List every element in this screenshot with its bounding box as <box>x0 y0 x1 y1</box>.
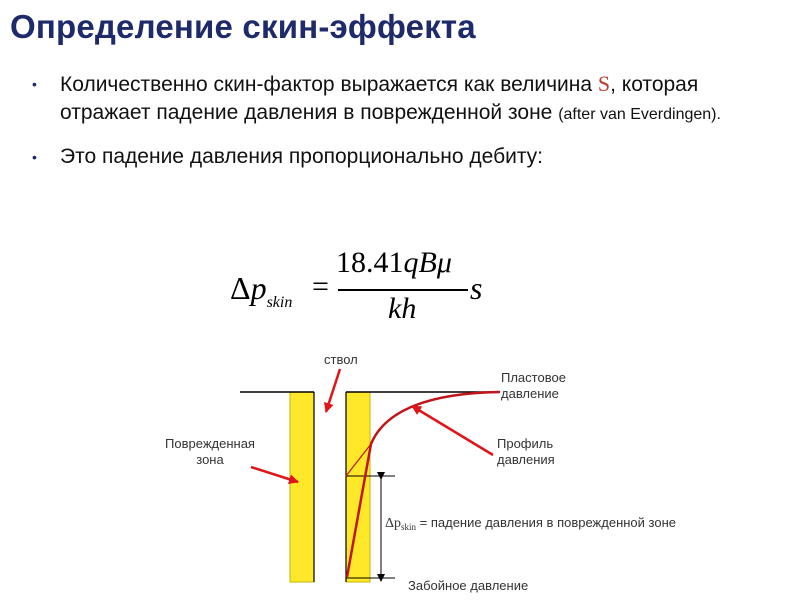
bullet-marker: • <box>32 76 37 92</box>
delta-symbol: Δ <box>230 270 251 306</box>
pressure-profile-label <box>497 436 555 468</box>
wellbore-label: ствол <box>324 352 358 367</box>
bullet-text: Количественно скин-фактор выражается как величина <box>60 73 598 96</box>
dp-symbol: Δp <box>385 516 402 531</box>
citation: (after van Everdingen). <box>558 106 721 123</box>
bottomhole-pressure-label: Забойное давление <box>408 578 529 593</box>
numerator-variables: qBμ <box>403 246 452 279</box>
equals-sign: = <box>312 270 329 303</box>
formula-denominator: kh <box>388 292 417 325</box>
pressure-symbol: p <box>250 270 267 306</box>
damaged-zone-left <box>290 392 314 582</box>
damaged-zone-right <box>346 392 370 582</box>
profile-label-line2: давления <box>497 452 555 467</box>
formula-subscript: skin <box>266 294 293 311</box>
profile-arrow <box>412 406 493 455</box>
bullet-text: Это падение давления пропорционально дебиту: <box>60 145 544 168</box>
damaged-zone-label-line1: Поврежденная <box>165 436 255 451</box>
numerator-constant: 18.41 <box>336 246 404 279</box>
page-title: Определение скин-эффекта <box>10 8 476 45</box>
damaged-zone-label-line2: зона <box>196 452 224 467</box>
reservoir-pressure-label <box>501 370 566 402</box>
bullet-marker: • <box>32 149 37 165</box>
damaged-zone-label <box>150 436 270 468</box>
reservoir-pressure-line1: Пластовое <box>501 370 566 385</box>
skin-factor-symbol: s <box>470 270 483 306</box>
reservoir-pressure-line2: давление <box>501 386 559 401</box>
dp-description: = падение давления в поврежденной зоне <box>416 515 676 530</box>
wellbore-arrow <box>326 369 340 412</box>
dp-skin-label <box>385 515 676 535</box>
dp-subscript: skin <box>401 522 417 532</box>
bullet-text: , которая отражает падение давления в поврежденной зоне <box>60 73 699 124</box>
variable-s: S <box>597 71 611 96</box>
profile-label-line1: Профиль <box>497 436 554 451</box>
